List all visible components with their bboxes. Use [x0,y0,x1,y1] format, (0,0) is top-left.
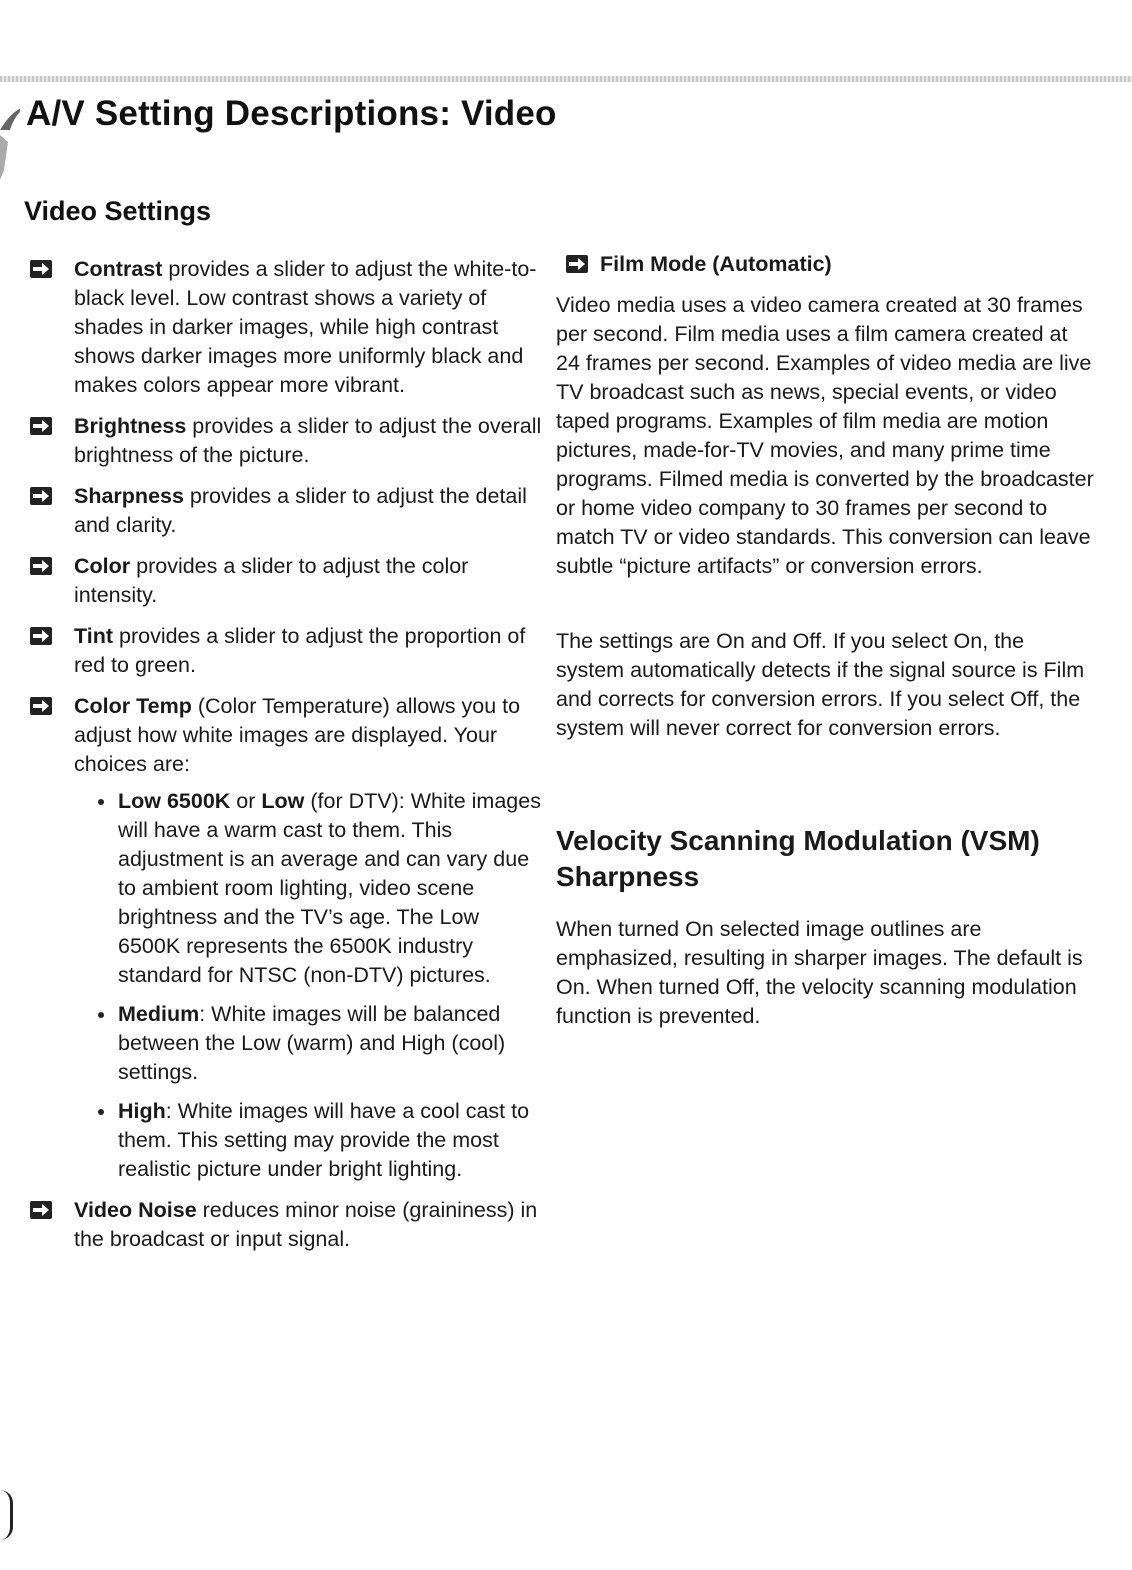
setting-description: provides a slider to adjust the white-to-black level. Low contrast shows a variety of shades in darker images, while high contrast shows darker images more uniformly black and makes colors appear more vibrant. [74,257,537,397]
setting-description: provides a slider to adjust the detail and clarity. [74,484,527,537]
setting-tint [30,622,545,680]
setting-term: Tint [74,624,114,648]
setting-color-temp [30,692,545,1184]
option-term: Low 6500K [118,789,231,813]
left-column [30,255,545,1266]
setting-term: Brightness [74,414,187,438]
top-rule [0,76,1132,82]
setting-term: Sharpness [74,484,184,508]
option-description: : White images will have a cool cast to them. This setting may provide the most realistic picture under bright lighting. [118,1099,530,1181]
right-column [556,250,1096,1031]
corner-ornament-icon [0,100,20,190]
setting-contrast [30,255,545,400]
option-medium [98,1000,545,1087]
arrow-icon [566,255,588,273]
vsm-paragraph: When turned On selected image outlines are emphasized, resulting in sharper images. The default is On. When turned Off, the velocity scanning modulation function is prevented. [556,917,1083,1028]
arrow-icon [30,1201,52,1219]
option-low [98,787,545,990]
option-term-alt: Low [261,789,305,813]
arrow-icon [30,697,52,715]
setting-term: Contrast [74,257,163,281]
color-temp-options [74,787,545,1184]
arrow-icon [30,557,52,575]
setting-description: provides a slider to adjust the overall brightness of the picture. [74,414,542,467]
page-title: A/V Setting Descriptions: Video [26,94,557,133]
setting-description: reduces minor noise (graininess) in the broadcast or input signal. [74,1198,538,1251]
option-term: Medium [118,1002,200,1026]
film-mode-title: Film Mode (Automatic) [600,252,832,276]
arrow-icon [30,487,52,505]
arrow-icon [30,417,52,435]
arrow-icon [30,260,52,278]
setting-term: Video Noise [74,1198,197,1222]
option-term: High [118,1099,166,1123]
setting-term: Color Temp [74,694,192,718]
film-mode-settings-paragraph: The settings are On and Off. If you select On, the system automatically detects if the signal source is Film and corrects for conversion errors. If you select Off, the system will never correct for conversion errors. [556,629,1085,740]
setting-term: Color [74,554,131,578]
setting-description: (Color Temperature) allows you to adjust how white images are displayed. Your choices are: [74,694,521,776]
setting-video-noise [30,1196,545,1254]
option-high [98,1097,545,1184]
vsm-title: Velocity Scanning Modulation (VSM) Sharpness [556,825,1040,892]
setting-color [30,552,545,610]
setting-brightness [30,412,545,470]
setting-sharpness [30,482,545,540]
option-description: (for DTV): White images will have a warm cast to them. This adjustment is an average and can vary due to ambient room lighting, video scene brightness and the TV’s age. The Low 6500K represents the 6500K industry standard for NTSC (non-DTV) pictures. [118,789,541,987]
section-title: Video Settings [24,196,212,226]
film-mode-heading [556,250,1096,279]
setting-description: provides a slider to adjust the color intensity. [74,554,469,607]
option-connector: or [230,789,262,813]
page-edge-tab [0,1490,13,1540]
setting-description: provides a slider to adjust the proportion of red to green. [74,624,526,677]
option-description: : White images will be balanced between the Low (warm) and High (cool) settings. [118,1002,506,1084]
arrow-icon [30,627,52,645]
film-mode-paragraph: Video media uses a video camera created at 30 frames per second. Film media uses a film camera created at 24 frames per second. Examples of video media are live TV broadcast such as news, special events, or video taped programs. Examples of film media are motion pictures, made-for-TV movies, and many prime time programs. Filmed media is converted by the broadcaster or home video company to 30 frames per second to match TV or video standards. This conversion can leave subtle “picture artifacts” or conversion errors. [556,293,1094,578]
